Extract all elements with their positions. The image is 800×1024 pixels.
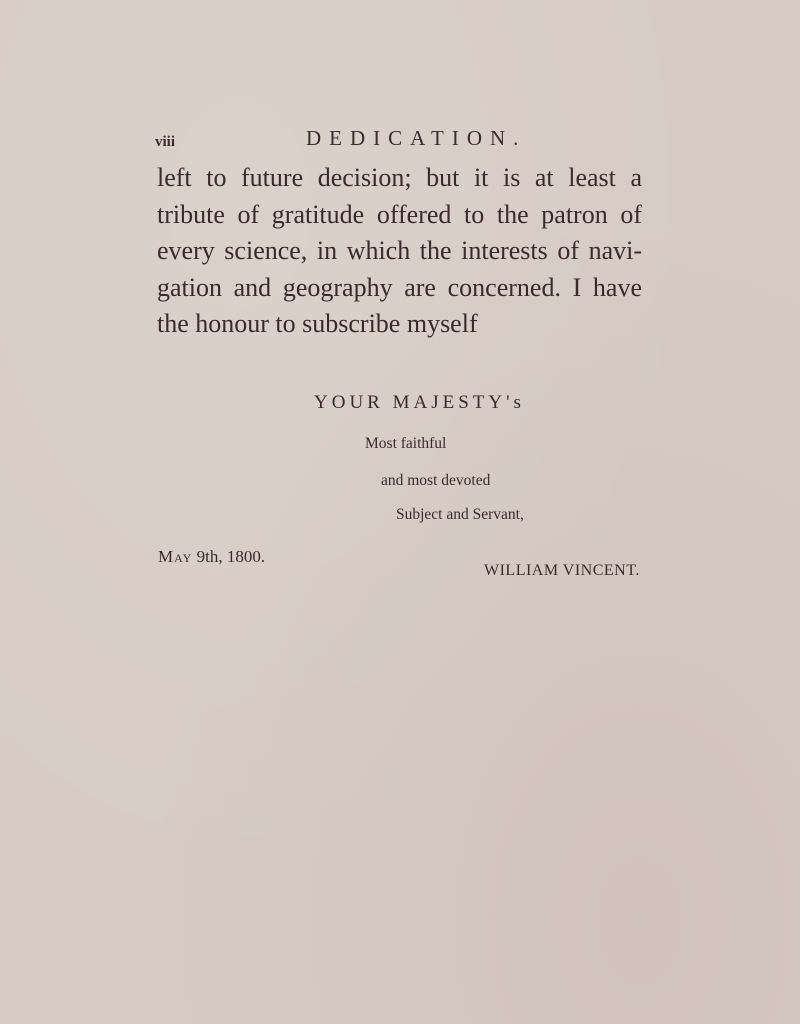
date-rest: 9th, 1800. xyxy=(192,547,266,566)
date-month: May xyxy=(158,547,193,566)
body-line: tribute of gratitude offered to the patron of xyxy=(157,199,642,229)
signature: WILLIAM VINCENT. xyxy=(484,562,640,579)
body-line: gation and geography are concerned. I have xyxy=(157,272,642,302)
dedication-date xyxy=(158,547,265,567)
closing-line-faithful: Most faithful xyxy=(365,435,447,452)
body-line: the honour to subscribe myself xyxy=(157,309,478,338)
running-head xyxy=(0,126,800,156)
running-title: DEDICATION. xyxy=(306,126,527,150)
closing-line-servant: Subject and Servant, xyxy=(396,506,524,523)
body-line: every science, in which the interests of navi- xyxy=(157,236,642,265)
body-paragraph xyxy=(157,160,642,343)
salutation: YOUR MAJESTY's xyxy=(314,392,525,413)
closing-line-devoted: and most devoted xyxy=(381,472,491,489)
body-line: left to future decision; but it is at least a xyxy=(157,163,642,192)
page-number: viii xyxy=(155,134,176,150)
